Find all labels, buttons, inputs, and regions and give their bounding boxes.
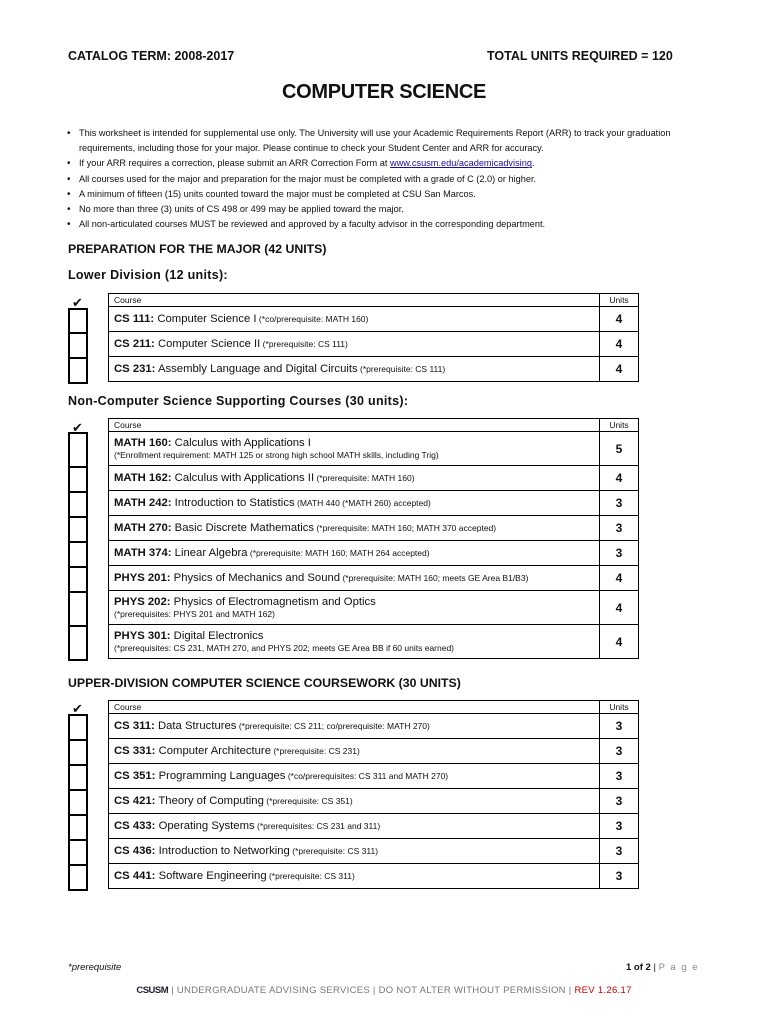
course-cell (109, 307, 600, 332)
completion-checkbox[interactable] (68, 466, 88, 493)
course-name: Theory of Computing (155, 795, 264, 807)
table-row (109, 566, 639, 591)
course-name: Software Engineering (155, 870, 267, 882)
course-name: Assembly Language and Digital Circuits (155, 363, 358, 375)
prep-heading: PREPARATION FOR THE MAJOR (42 UNITS) (68, 242, 327, 256)
course-cell (109, 764, 600, 789)
course-code: PHYS 202: (114, 595, 171, 608)
units-cell: 4 (600, 332, 639, 357)
page-separator: | (650, 962, 659, 973)
course-name: Data Structures (154, 720, 237, 732)
note-item (64, 156, 714, 171)
completion-checkbox[interactable] (68, 739, 88, 766)
table-row (109, 789, 639, 814)
units-cell: 3 (600, 491, 639, 516)
prerequisite-note: (*prerequisites: CS 231 and 311) (254, 821, 381, 831)
course-cell (109, 516, 600, 541)
check-mark-icon: ✔ (72, 295, 83, 310)
prerequisite-note: (*prerequisites: CS 231, MATH 270, and PHYS 202; meets GE Area BB if 60 units earned) (114, 642, 455, 653)
note-item: • All courses used for the major and preparation for the major must be completed with a grade of C (2.0) or higher. (64, 172, 714, 187)
course-code: MATH 162: (114, 472, 172, 484)
note-item: • All non-articulated courses MUST be reviewed and approved by a faculty advisor in the corresponding department. (64, 217, 714, 232)
units-cell: 4 (600, 625, 639, 659)
course-cell (109, 591, 600, 625)
units-cell: 3 (600, 789, 639, 814)
course-cell (109, 714, 600, 739)
prerequisite-note: (*prerequisites: PHYS 201 and MATH 162) (114, 608, 275, 619)
completion-checkbox[interactable] (68, 357, 88, 384)
units-cell: 3 (600, 541, 639, 566)
units-cell: 3 (600, 839, 639, 864)
page-title: COMPUTER SCIENCE (281, 81, 487, 103)
completion-checkbox[interactable] (68, 541, 88, 568)
course-code: CS 111: (114, 313, 155, 325)
upper-division-heading: UPPER-DIVISION COMPUTER SCIENCE COURSEWORK (30 UNITS) (68, 676, 461, 690)
course-code: CS 331: (114, 745, 156, 757)
prerequisite-note: (*prerequisite: CS 311) (289, 846, 379, 856)
completion-checkbox[interactable] (68, 764, 88, 791)
page-number (626, 962, 699, 973)
course-code: MATH 242: (114, 497, 172, 509)
units-cell: 3 (600, 814, 639, 839)
table-row (109, 491, 639, 516)
non-cs-table (108, 418, 639, 659)
table-row (109, 432, 639, 466)
course-code: PHYS 201: (114, 572, 171, 584)
table-row (109, 839, 639, 864)
units-cell: 4 (600, 566, 639, 591)
completion-checkbox[interactable] (68, 491, 88, 518)
units-column-header: Units (600, 701, 639, 714)
catalog-term: CATALOG TERM: 2008-2017 (68, 49, 235, 63)
note-text: If your ARR requires a correction, please submit an ARR Correction Form at (79, 158, 390, 169)
course-name: Introduction to Statistics (171, 497, 295, 509)
table-row (109, 357, 639, 382)
course-name: Physics of Mechanics and Sound (170, 572, 341, 584)
units-cell: 4 (600, 466, 639, 491)
prerequisite-note: (*prerequisite: MATH 160; MATH 264 accepted) (247, 548, 430, 558)
course-column-header: Course (109, 419, 600, 432)
prerequisite-note: (*prerequisite: MATH 160) (314, 473, 415, 483)
note-item: • A minimum of fifteen (15) units counted toward the major must be completed at CSU San Marcos. (64, 187, 714, 202)
course-name: Calculus with Applications II (171, 472, 315, 484)
completion-checkbox[interactable] (68, 332, 88, 359)
advising-link[interactable]: www.csusm.edu/academicadvising (389, 158, 532, 169)
course-cell (109, 541, 600, 566)
lower-division-table (108, 293, 639, 382)
total-units: TOTAL UNITS REQUIRED = 120 (487, 49, 673, 63)
course-name: Programming Languages (155, 770, 286, 782)
course-name: Computer Science I (154, 313, 257, 325)
completion-checkbox[interactable] (68, 566, 88, 593)
units-cell: 4 (600, 357, 639, 382)
note-item: • This worksheet is intended for supplemental use only. The University will use your Academic Requirements Report (ARR) to track your graduation requirements, including those for your major. Please continue to check your Student Center and ARR for accuracy. (64, 126, 714, 156)
prerequisite-note: (*co/prerequisite: MATH 160) (256, 314, 369, 324)
table-row (109, 516, 639, 541)
course-code: CS 311: (114, 720, 155, 732)
course-name: Introduction to Networking (155, 845, 290, 857)
units-cell: 5 (600, 432, 639, 466)
notes-list (64, 126, 714, 232)
upper-division-table (108, 700, 639, 889)
course-cell (109, 839, 600, 864)
non-cs-heading: Non-Computer Science Supporting Courses (30 units): (68, 394, 409, 408)
course-name: Basic Discrete Mathematics (171, 522, 315, 534)
completion-checkbox[interactable] (68, 789, 88, 816)
prerequisite-note: (*prerequisite: MATH 160; meets GE Area B1/B3) (340, 573, 529, 583)
page-count: 1 of 2 (626, 962, 651, 973)
units-cell: 3 (600, 764, 639, 789)
course-name: Physics of Electromagnetism and Optics (170, 595, 376, 608)
course-code: CS 421: (114, 795, 156, 807)
prerequisite-note: (*co/prerequisites: CS 311 and MATH 270) (285, 771, 449, 781)
table-row (109, 764, 639, 789)
revision-label: REV 1.26.17 (574, 985, 632, 996)
course-code: MATH 160: (114, 436, 172, 449)
completion-checkbox[interactable] (68, 839, 88, 866)
table-row (109, 625, 639, 659)
course-cell (109, 332, 600, 357)
table-row (109, 864, 639, 889)
footnote: *prerequisite (68, 962, 122, 973)
completion-checkbox[interactable] (68, 591, 88, 627)
completion-checkbox[interactable] (68, 625, 88, 661)
completion-checkbox[interactable] (68, 864, 88, 891)
prerequisite-note: (*prerequisite: CS 111) (357, 364, 446, 374)
completion-checkbox[interactable] (68, 714, 88, 741)
course-code: MATH 270: (114, 522, 172, 534)
completion-checkbox[interactable] (68, 432, 88, 468)
course-code: CS 231: (114, 363, 156, 375)
course-code: CS 441: (114, 870, 156, 882)
units-cell: 4 (600, 307, 639, 332)
units-column-header: Units (600, 419, 639, 432)
completion-checkbox[interactable] (68, 516, 88, 543)
table-row (109, 541, 639, 566)
course-column-header: Course (109, 294, 600, 307)
check-mark-icon: ✔ (72, 420, 83, 435)
course-cell (109, 789, 600, 814)
prerequisite-note: (*prerequisite: CS 231) (270, 746, 360, 756)
units-cell: 3 (600, 714, 639, 739)
course-name: Linear Algebra (171, 547, 248, 559)
course-code: CS 433: (114, 820, 156, 832)
course-column-header: Course (109, 701, 600, 714)
course-code: CS 211: (114, 338, 155, 350)
table-header-row (109, 294, 639, 307)
course-name: Digital Electronics (170, 629, 264, 642)
checkbox-column (68, 432, 88, 661)
course-cell (109, 739, 600, 764)
prerequisite-note: (MATH 440 (*MATH 260) accepted) (294, 498, 431, 508)
footer-bar (0, 985, 768, 996)
course-cell (109, 432, 600, 466)
completion-checkbox[interactable] (68, 308, 88, 334)
table-row (109, 466, 639, 491)
course-cell (109, 864, 600, 889)
table-header-row (109, 701, 639, 714)
note-text: . (531, 158, 535, 169)
note-item: • No more than three (3) units of CS 498 or 499 may be applied toward the major. (64, 202, 714, 217)
course-name: Computer Science II (154, 338, 261, 350)
units-column-header: Units (600, 294, 639, 307)
course-name: Operating Systems (155, 820, 255, 832)
table-row (109, 591, 639, 625)
course-code: CS 436: (114, 845, 156, 857)
prerequisite-note: (*prerequisite: CS 211; co/prerequisite: MATH 270) (236, 721, 430, 731)
table-row (109, 307, 639, 332)
course-cell (109, 566, 600, 591)
table-row (109, 739, 639, 764)
course-code: PHYS 301: (114, 629, 171, 642)
table-row (109, 714, 639, 739)
completion-checkbox[interactable] (68, 814, 88, 841)
course-cell (109, 466, 600, 491)
table-row (109, 814, 639, 839)
prerequisite-note: (*prerequisite: CS 351) (263, 796, 353, 806)
table-row (109, 332, 639, 357)
course-cell (109, 357, 600, 382)
course-cell (109, 814, 600, 839)
lower-division-heading: Lower Division (12 units): (68, 268, 228, 282)
checkbox-column (68, 714, 88, 891)
prerequisite-note: (*prerequisite: CS 111) (260, 339, 348, 349)
units-cell: 3 (600, 516, 639, 541)
prerequisite-note: (*prerequisite: CS 311) (266, 871, 355, 881)
course-name: Computer Architecture (155, 745, 271, 757)
units-cell: 4 (600, 591, 639, 625)
course-cell (109, 625, 600, 659)
course-name: Calculus with Applications I (171, 436, 311, 449)
course-code: MATH 374: (114, 547, 172, 559)
footer-services: | UNDERGRADUATE ADVISING SERVICES | DO NOT ALTER WITHOUT PERMISSION | (171, 985, 575, 996)
page-word: P a g e (658, 962, 699, 973)
units-cell: 3 (600, 864, 639, 889)
prerequisite-note: (*Enrollment requirement: MATH 125 or strong high school MATH skills, including Trig) (114, 449, 439, 460)
checkbox-column (68, 308, 88, 384)
units-cell: 3 (600, 739, 639, 764)
check-mark-icon: ✔ (72, 701, 83, 716)
csusm-logo: CSUSM (136, 985, 169, 996)
course-cell (109, 491, 600, 516)
prerequisite-note: (*prerequisite: MATH 160; MATH 370 accepted) (314, 523, 497, 533)
table-header-row (109, 419, 639, 432)
course-code: CS 351: (114, 770, 156, 782)
